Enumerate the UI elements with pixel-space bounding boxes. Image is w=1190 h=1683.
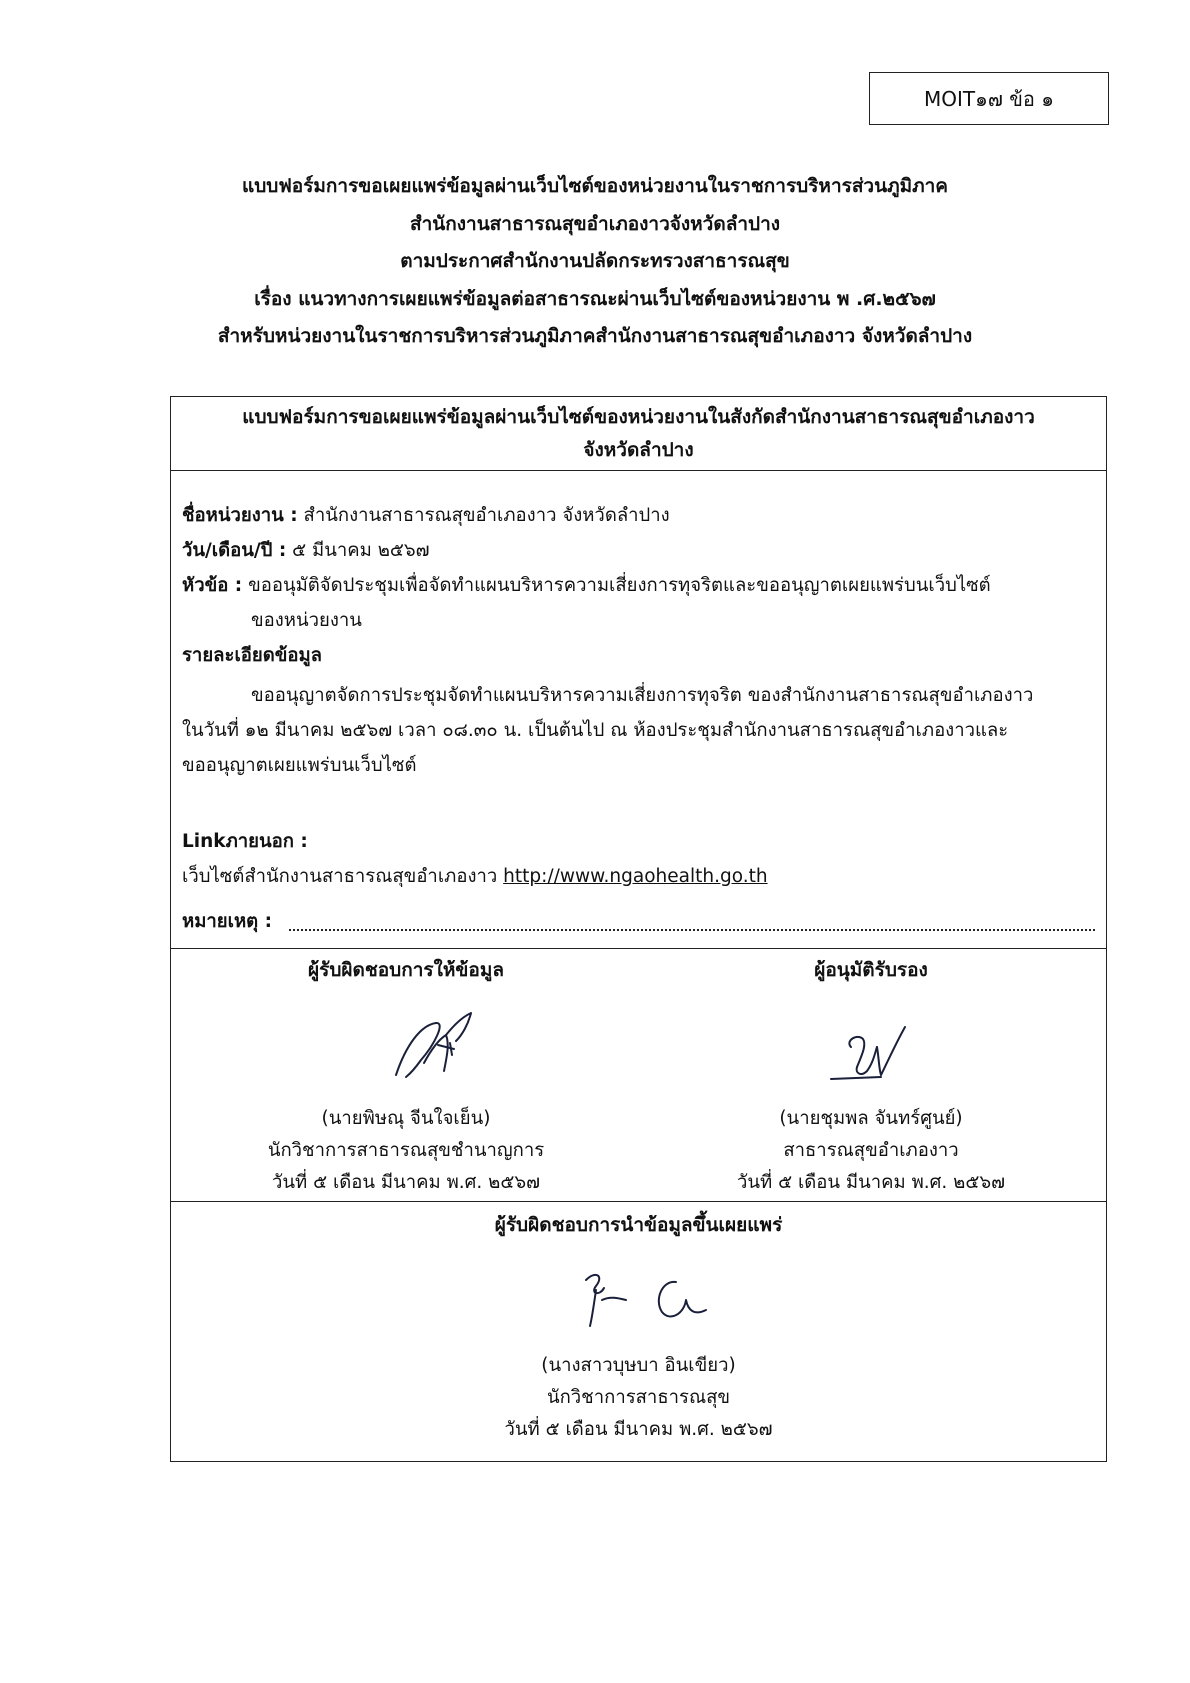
date-value: ๕ มีนาคม ๒๕๖๗: [292, 540, 430, 561]
publisher-position: นักวิชาการสาธารณสุข: [546, 1387, 731, 1408]
external-link-label: Linkภายนอก :: [182, 831, 308, 852]
provider-signature-block: [186, 949, 626, 1199]
approver-position: สาธารณสุขอำเภองาว: [783, 1140, 959, 1161]
date-row: [182, 536, 430, 565]
header-line-4: เรื่อง แนวทางการเผยแพร่ข้อมูลต่อสาธารณะผ่านเว็บไซต์ของหน่วยงาน พ .ศ.๒๕๖๗: [254, 287, 936, 310]
header-line-3: ตามประกาศสำนักงานปลัดกระทรวงสาธารณสุข: [400, 250, 790, 272]
note-label: หมายเหตุ :: [182, 911, 272, 932]
approver-signature-area: [651, 985, 1091, 1103]
approver-signature-block: [651, 949, 1091, 1199]
details-line-1: ขออนุญาตจัดการประชุมจัดทำแผนบริหารความเสี่ยงการทุจริต ของสำนักงานสาธารณสุขอำเภองาว: [251, 685, 1034, 706]
subject-row: [182, 571, 991, 600]
publisher-signature-icon: [566, 1260, 726, 1340]
subject-value-line-2: ของหน่วยงาน: [251, 610, 362, 631]
approver-name: (นายชุมพล จันทร์ศูนย์): [779, 1108, 963, 1129]
document-code: MOIT๑๗ ข้อ ๑: [924, 86, 1054, 111]
publisher-signature-block: [171, 1202, 1106, 1461]
document-header: [0, 168, 1190, 356]
details-line-2: ในวันที่ ๑๒ มีนาคม ๒๕๖๗ เวลา ๐๘.๓๐ น. เป็นต้นไป ณ ห้องประชุมสำนักงานสาธารณสุขอำเภองาวและ: [182, 720, 1009, 741]
provider-name: (นายพิษณุ จีนใจเย็น): [321, 1108, 491, 1129]
external-link-url[interactable]: http://www.ngaohealth.go.th: [503, 866, 768, 887]
details-line-3: ขออนุญาตเผยแพร่บนเว็บไซต์: [182, 755, 417, 776]
agency-label: ชื่อหน่วยงาน :: [182, 505, 298, 526]
note-dotted-line: [289, 907, 1095, 931]
provider-position: นักวิชาการสาธารณสุขชำนาญการ: [267, 1140, 545, 1161]
form-title-line-2: จังหวัดลำปาง: [583, 439, 694, 461]
header-line-2: สำนักงานสาธารณสุขอำเภองาวจังหวัดลำปาง: [409, 212, 781, 235]
publisher-date: วันที่ ๕ เดือน มีนาคม พ.ศ. ๒๕๖๗: [504, 1419, 773, 1440]
publisher-name: (นางสาวบุษบา อินเขียว): [541, 1355, 736, 1376]
approver-date: วันที่ ๕ เดือน มีนาคม พ.ศ. ๒๕๖๗: [736, 1172, 1006, 1193]
provider-role: ผู้รับผิดชอบการให้ข้อมูล: [308, 959, 504, 981]
header-line-1: แบบฟอร์มการขอเผยแพร่ข้อมูลผ่านเว็บไซต์ของหน่วยงานในราชการบริหารส่วนภูมิภาค: [241, 175, 949, 197]
publisher-signature-area: [171, 1240, 1106, 1350]
publisher-role: ผู้รับผิดชอบการนำข้อมูลขึ้นเผยแพร่: [494, 1214, 783, 1236]
provider-signature-icon: [376, 1005, 486, 1095]
approver-role: ผู้อนุมัติรับรอง: [814, 959, 928, 981]
document-code-box: [869, 72, 1109, 125]
provider-date: วันที่ ๕ เดือน มีนาคม พ.ศ. ๒๕๖๗: [271, 1172, 541, 1193]
provider-signature-area: [186, 985, 626, 1103]
header-line-5: สำหรับหน่วยงานในราชการบริหารส่วนภูมิภาคสำนักงานสาธารณสุขอำเภองาว จังหวัดลำปาง: [217, 325, 973, 347]
form-title-row: [171, 397, 1106, 471]
date-label: วัน/เดือน/ปี :: [182, 540, 287, 561]
external-link-row: [182, 862, 768, 891]
signature-row: [171, 949, 1106, 1202]
agency-value: สำนักงานสาธารณสุขอำเภองาว จังหวัดลำปาง: [303, 505, 670, 526]
form-body-row: [171, 471, 1106, 949]
agency-row: [182, 501, 670, 530]
external-link-prefix: เว็บไซต์สำนักงานสาธารณสุขอำเภองาว: [182, 866, 498, 887]
approver-signature-icon: [821, 1007, 931, 1097]
subject-label: หัวข้อ :: [182, 575, 243, 596]
form-title-line-1: แบบฟอร์มการขอเผยแพร่ข้อมูลผ่านเว็บไซต์ของหน่วยงานในสังกัดสำนักงานสาธารณสุขอำเภองาว: [242, 406, 1035, 428]
request-form-table: [170, 396, 1107, 1462]
subject-value-line-1: ขออนุมัติจัดประชุมเพื่อจัดทำแผนบริหารความเสี่ยงการทุจริตและขออนุญาตเผยแพร่บนเว็บไซต์: [248, 575, 991, 596]
details-label: รายละเอียดข้อมูล: [182, 645, 323, 666]
